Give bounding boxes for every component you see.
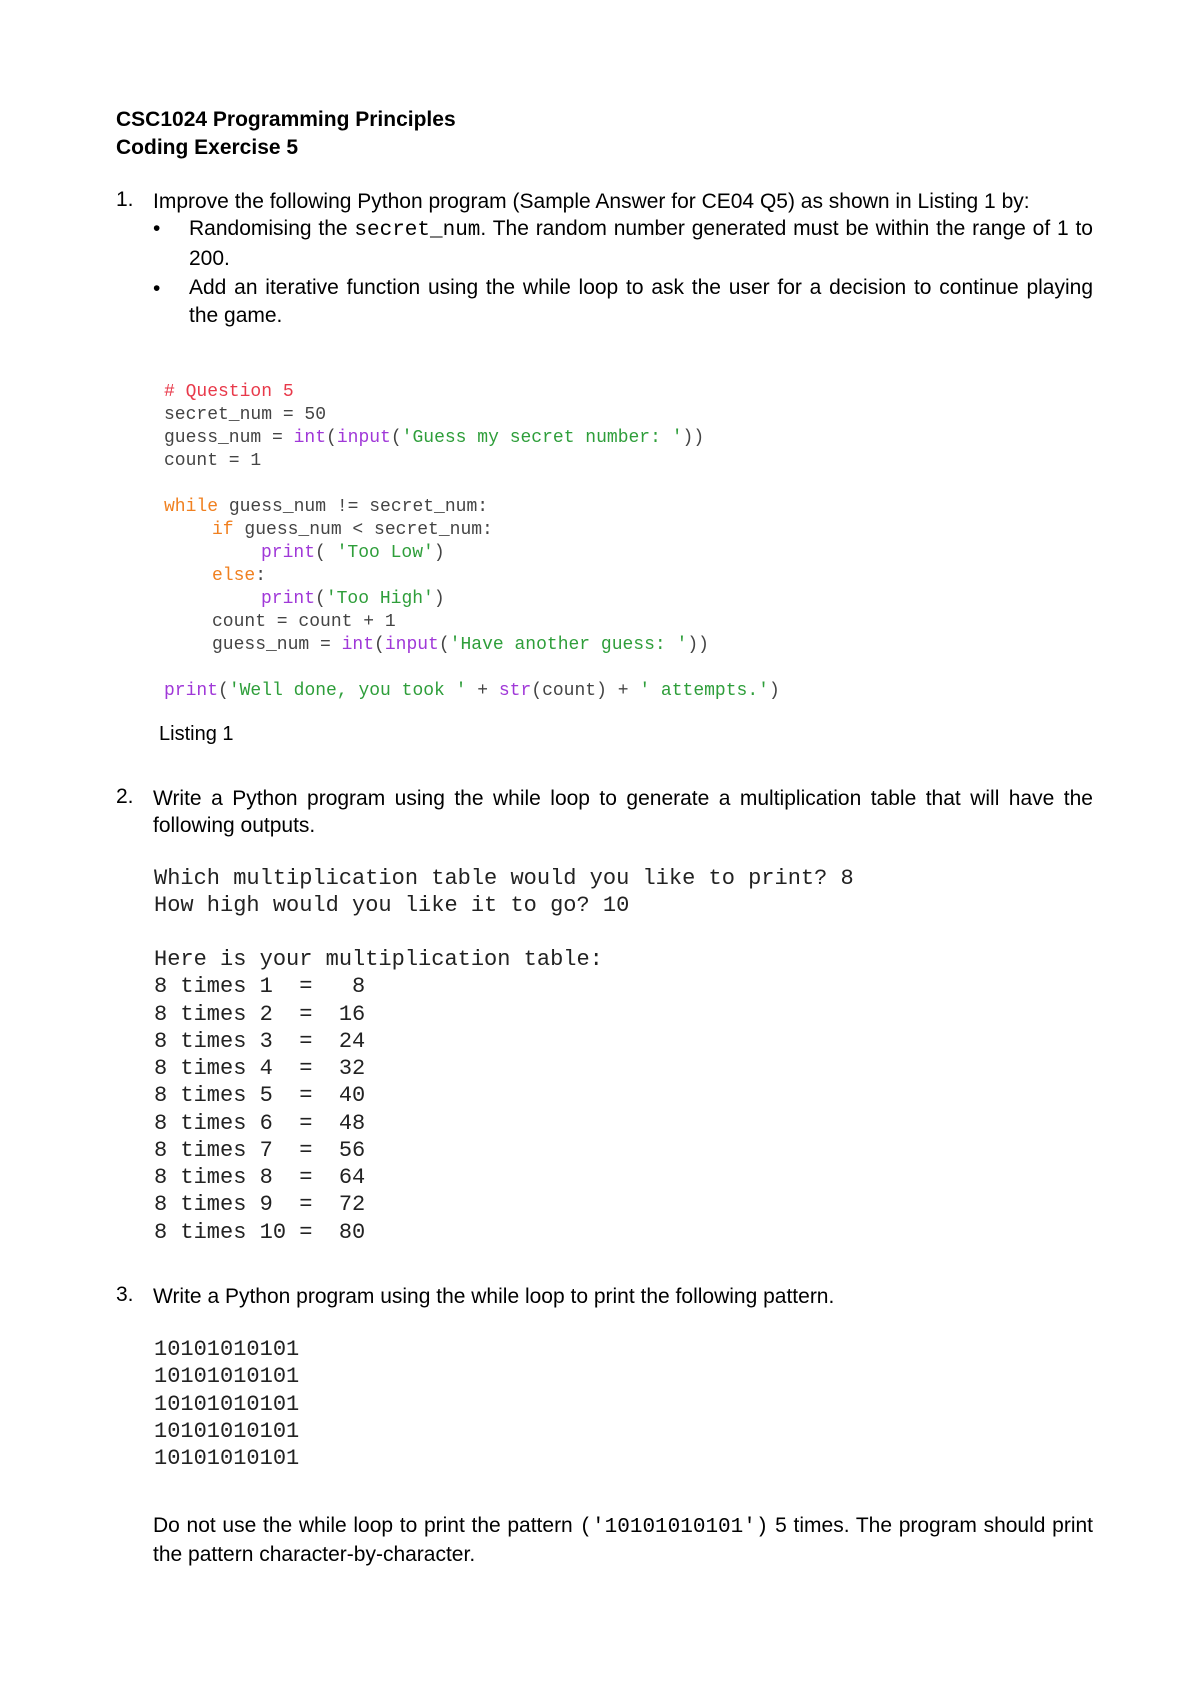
code-text: ( [218,681,229,701]
code-string: 'Guess my secret number: ' [401,428,683,448]
code-text: ( [438,635,450,655]
code-line [164,681,780,701]
question-1-text: Improve the following Python program (Sample Answer for CE04 Q5) as shown in Listing 1 by: [153,190,1030,213]
code-text: count = 1 [164,451,262,471]
question-3-number: 3. [116,1283,134,1306]
code-keyword: if [212,520,234,540]
output-line: 8 times 7 = 56 [154,1138,366,1163]
output-line: 8 times 1 = 8 [154,974,366,999]
code-text: )) [687,635,709,655]
question-3-note [153,1512,1093,1568]
code-line [164,428,704,448]
code-text: count = count + 1 [212,612,396,632]
code-line [164,497,488,517]
code-builtin: print [261,543,316,563]
code-string: 'Well done, you took ' [228,681,467,701]
output-line: 8 times 9 = 72 [154,1192,366,1217]
bullet-1-post: . The random number generated must be within the range of 1 to 200. [189,217,1093,270]
code-text: ( [315,589,326,609]
code-text: ( [374,635,385,655]
code-builtin: str [498,681,532,701]
bullet-1-text [189,215,1093,273]
code-line [261,589,445,609]
output-line: Which multiplication table would you like to print? 8 [154,866,854,891]
output-line: 8 times 4 = 32 [154,1056,366,1081]
code-text: ( [315,543,337,563]
code-text: (count) + [531,681,640,701]
code-text: secret_num = 50 [164,405,327,425]
code-line [212,635,709,655]
bullet-1-pre: Randomising the [189,217,355,240]
code-line [212,520,493,540]
question-3-text: Write a Python program using the while loop to print the following pattern. [153,1285,835,1308]
code-string: 'Too High' [325,589,434,609]
pattern-line: 10101010101 [154,1446,300,1471]
pattern-line: 10101010101 [154,1392,300,1417]
code-builtin: print [164,681,219,701]
course-title: CSC1024 Programming Principles [116,108,456,131]
code-builtin: input [384,635,439,655]
output-line: 8 times 5 = 40 [154,1083,366,1108]
code-text: ( [326,428,337,448]
code-text: )) [682,428,705,448]
code-builtin: input [336,428,391,448]
question-2-number: 2. [116,785,134,808]
code-text: guess_num = [164,428,294,448]
bullet-1-code: secret_num [354,219,481,242]
bullet-1-symbol: • [153,217,161,240]
output-line: 8 times 3 = 24 [154,1029,366,1054]
code-text: ) [768,681,780,701]
code-string: 'Too Low' [336,543,434,563]
pattern-line: 10101010101 [154,1364,300,1389]
code-text: guess_num < secret_num: [233,520,493,540]
code-line [164,382,294,402]
bullet-2-text: Add an iterative function using the while loop to ask the user for a decision to continue playing the game. [189,276,1093,327]
code-text: ( [390,428,402,448]
pattern-line: 10101010101 [154,1419,300,1444]
code-text: guess_num != secret_num: [218,497,489,517]
exercise-title: Coding Exercise 5 [116,136,299,159]
note-pre: Do not use the while loop to print the pattern [153,1514,580,1537]
code-builtin: int [341,635,375,655]
bullet-2-symbol: • [153,277,161,300]
output-line: Here is your multiplication table: [154,947,603,972]
code-text: + [466,681,499,701]
code-text: ) [433,589,445,609]
code-text: ) [433,543,445,563]
code-comment: # Question 5 [164,382,294,402]
code-line [261,543,445,563]
code-line [212,566,266,586]
question-2-text: Write a Python program using the while loop to generate a multiplication table that will have the following outputs. [153,787,1093,837]
output-line: 8 times 10 = 80 [154,1220,366,1245]
code-string: ' attempts.' [639,681,769,701]
question-1-number: 1. [116,188,134,211]
code-text: guess_num = [212,635,342,655]
code-line [212,612,396,632]
note-code: ('10101010101') [579,1516,769,1539]
code-line [164,451,261,471]
code-keyword: else [212,566,256,586]
pattern-line: 10101010101 [154,1337,300,1362]
listing-caption: Listing 1 [159,723,234,745]
code-builtin: print [261,589,316,609]
code-string: 'Have another guess: ' [449,635,688,655]
code-text: : [255,566,267,586]
output-line: 8 times 8 = 64 [154,1165,366,1190]
output-line: 8 times 2 = 16 [154,1002,366,1027]
output-line: How high would you like it to go? 10 [154,893,630,918]
output-line: 8 times 6 = 48 [154,1111,366,1136]
note-post: 5 times. The program should print the pattern character-by-character. [153,1514,1093,1566]
code-builtin: int [293,428,327,448]
code-line [164,405,326,425]
code-keyword: while [164,497,219,517]
